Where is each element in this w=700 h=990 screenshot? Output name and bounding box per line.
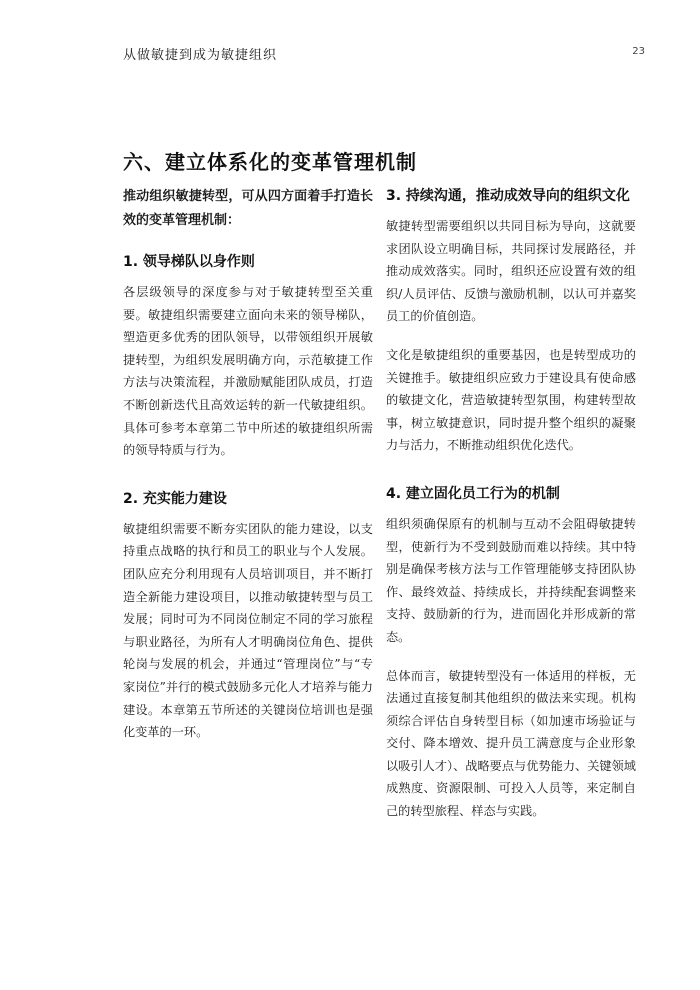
subheading-behavior-mechanism: 4. 建立固化员工行为的机制 (386, 485, 560, 502)
left-column (123, 185, 373, 770)
paragraph-capability: 敏捷组织需要不断夯实团队的能力建设，以支持重点战略的执行和员工的职业与个人发展。团队应充分利用现有人员培训项目，并不断打造全新能力建设项目，以推动敏捷转型与员工发展；同时可为不同岗位制定不同的学习旅程与职业路径，为所有人才明确岗位角色、提供轮岗与发展的机会，并通过“管理岗位”与“专家岗位”并行的模式鼓励多元化人才培养与能力建设。本章第五节所述的关键岗位培训也是强化变革的一环。 (123, 521, 373, 740)
subheading-capability: 2. 充实能力建设 (123, 490, 227, 507)
running-head-title: 从做敏捷到成为敏捷组织 (123, 48, 278, 63)
subheading-communication: 3. 持续沟通，推动成效导向的组织文化 (386, 188, 630, 204)
subheading-leadership: 1. 领导梯队以身作则 (123, 254, 255, 270)
paragraph-communication-1: 敏捷转型需要组织以共同目标为导向，这就要求团队设立明确目标，共同探讨发展路径，并推动成效落实。同时，组织还应设置有效的组织/人员评估、反馈与激励机制，以认可并嘉奖员工的价值创造。 (386, 219, 636, 324)
paragraph-communication-2: 文化是敏捷组织的重要基因，也是转型成功的关键推手。敏捷组织应致力于建设具有使命感的敏捷文化，营造敏捷转型氛围，构建转型故事，树立敏捷意识，同时提升整个组织的凝聚力与活力，不断推动组织优化迭代。 (386, 347, 636, 453)
paragraph-behavior-1: 组织须确保原有的机制与互动不会阻碍敏捷转型，使新行为不受到鼓励而难以持续。其中特别是确保考核方法与工作管理能够支持团队协作、最终效益、持续成长，并持续配套调整来支持、鼓励新的行为，进而固化并形成新的常态。 (386, 516, 636, 644)
intro-paragraph: 推动组织敏捷转型，可从四方面着手打造长效的变革管理机制： (123, 189, 373, 228)
section-title: 六、建立体系化的变革管理机制 (123, 150, 417, 174)
paragraph-behavior-2: 总体而言，敏捷转型没有一体适用的样板，无法通过直接复制其他组织的做法来实现。机构须综合评估自身转型目标（如加速市场验证与交付、降本增效、提升员工满意度与企业形象以吸引人才）、战略要点与优势能力、关键领域成熟度、资源限制、可投入人员等，来定制自己的转型旅程、样态与实践。 (386, 668, 636, 819)
page-number: 23 (632, 46, 645, 57)
right-column (386, 185, 636, 849)
paragraph-leadership: 各层级领导的深度参与对于敏捷转型至关重要。敏捷组织需要建立面向未来的领导梯队，塑造更多优秀的团队领导，以带领组织开展敏捷转型，为组织发展明确方向，示范敏捷工作方法与决策流程，并激励赋能团队成员，打造不断创新迭代且高效运转的新一代敏捷组织。具体可参考本章第二节中所述的敏捷组织所需的领导特质与行为。 (123, 285, 373, 458)
